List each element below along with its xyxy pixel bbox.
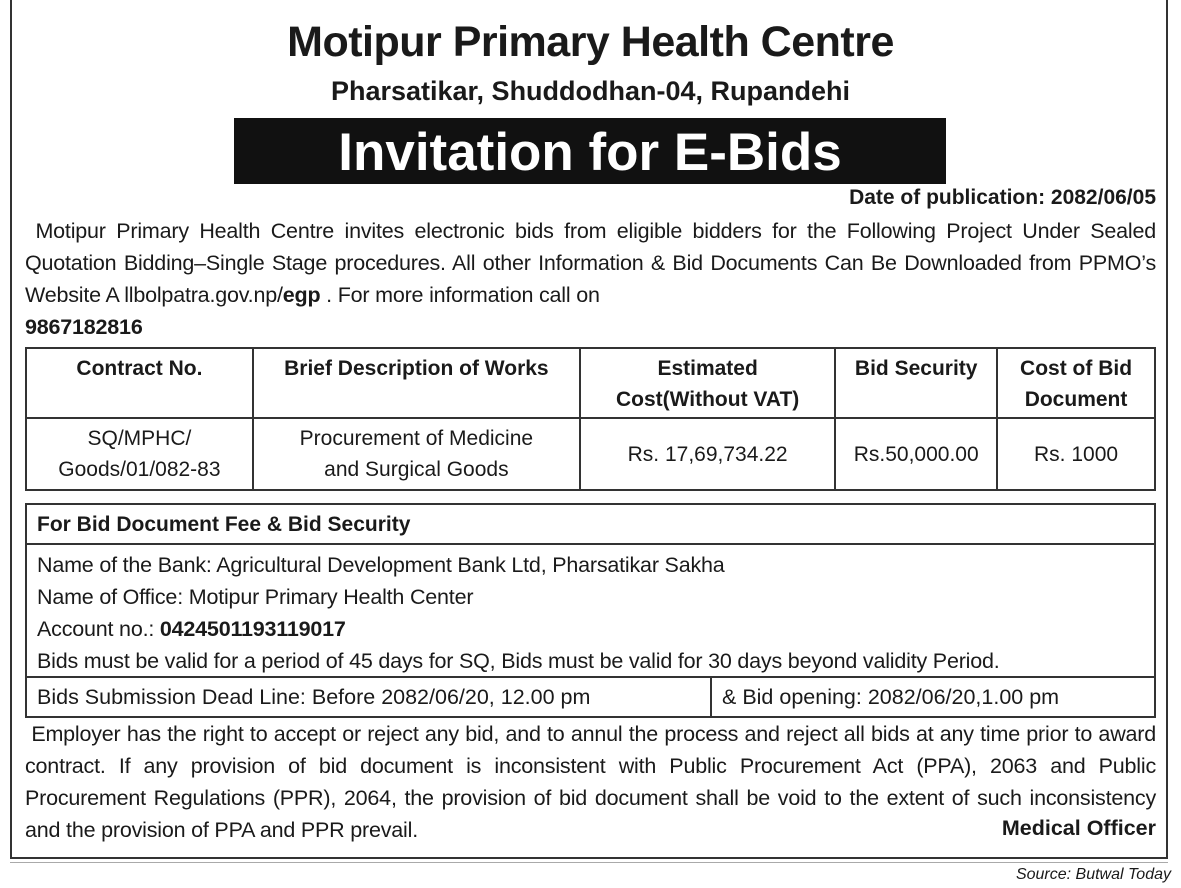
table-row [26,418,1155,490]
notice-banner: Invitation for E-Bids [234,118,946,184]
header-contract-no: Contract No. [26,348,253,418]
header-estimated-cost: Estimated Cost(Without VAT) [580,348,835,418]
bank-details-box [25,503,1156,718]
cell-cost-of-document: Rs. 1000 [997,418,1155,490]
table-header-row [26,348,1155,418]
terms-text: Employer has the right to accept or reject any bid, and to annul the process and reject all bids at any time prior to award contract. If any provision of bid document is inconsistent with Public Procurement Act (PPA), 2063 and Public Procurement Regulations (PPR), 2064, the provision of bid document shall be void to the extent of such inconsistency and the provision of PPA and PPR prevail. [25,722,1156,842]
header-cost-of-document: Cost of Bid Document [997,348,1155,418]
office-name: Name of Office: Motipur Primary Health Center [37,585,474,609]
cell-estimated-cost: Rs. 17,69,734.22 [580,418,835,490]
cell-bid-security: Rs.50,000.00 [835,418,997,490]
organization-title: Motipur Primary Health Centre [287,18,894,66]
signatory: Medical Officer [1001,816,1156,840]
cell-contract-no: SQ/MPHC/ Goods/01/082-83 [26,418,253,490]
cell-description: Procurement of Medicine and Surgical Goods [253,418,580,490]
submission-deadline: Bids Submission Dead Line: Before 2082/06/20, 12.00 pm [27,678,712,716]
intro-paragraph [25,215,1156,343]
website-link: egp [282,283,321,307]
intro-text: Motipur Primary Health Centre invites electronic bids from eligible bidders for the Following Project Under Sealed Quotation Bidding–Single Stage procedures. All other Information & Bid Documents Can Be Downloaded from PPMO’s Website A llbolpatra.gov.np/ [25,219,1156,307]
source-credit: Source: Butwal Today [1015,866,1171,883]
phone-number: 9867182816 [25,315,143,339]
intro-text-2: . For more information call on [320,283,600,307]
terms-paragraph [25,718,1156,846]
organization-address: Pharsatikar, Shuddodhan-04, Rupandehi [330,76,851,106]
header-bid-security: Bid Security [835,348,997,418]
account-number: 0424501193119017 [159,617,346,641]
bank-name: Name of the Bank: Agricultural Development Bank Ltd, Pharsatikar Sakha [37,553,725,577]
bank-heading: For Bid Document Fee & Bid Security [27,505,1154,545]
account-line [27,613,1154,645]
contract-table [25,347,1156,491]
publication-date: Date of publication: 2082/06/05 [849,186,1156,209]
bid-opening: & Bid opening: 2082/06/20,1.00 pm [722,685,1060,709]
header-description: Brief Description of Works [253,348,580,418]
account-label: Account no.: [37,617,160,641]
divider [10,862,1168,863]
validity-text: Bids must be valid for a period of 45 days for SQ, Bids must be valid for 30 days beyond validity Period. [37,649,1000,673]
deadline-row [27,676,1154,716]
